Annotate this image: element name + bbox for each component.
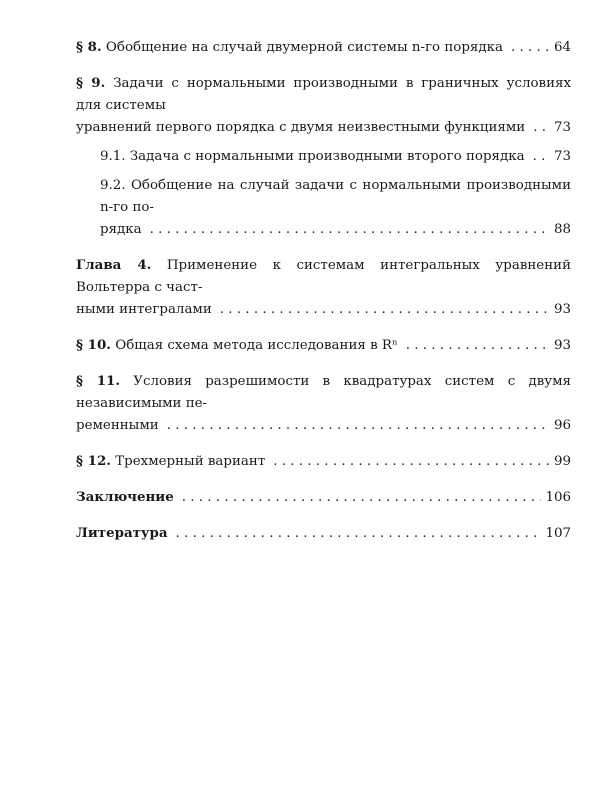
toc-prefix: § 10. [76,337,111,353]
dot-leader [533,146,550,168]
toc-page-number: 106 [545,490,571,505]
toc-entry-section-9[interactable] [76,72,571,139]
toc-title-line-1: Задачи с нормальными производными в граничных условиях для системы [76,76,571,113]
toc-prefix: § 9. [76,75,106,91]
dot-leader [511,37,550,59]
toc-prefix: § 12. [76,453,111,469]
toc-page-number: 99 [553,454,571,469]
toc-page-number: 93 [553,302,571,317]
dot-leader [167,415,550,437]
dot-leader [150,219,550,241]
dot-leader [182,487,542,509]
dot-leader [176,523,542,545]
toc-entry-subsection-9-2[interactable] [76,175,571,241]
toc-page-number: 64 [553,40,571,55]
toc-prefix: 9.2. [100,178,126,193]
toc-title-line-2: уравнений первого порядка с двумя неизвестными функциями [76,120,526,135]
toc-entry-subsection-9-1[interactable] [76,146,571,168]
toc-prefix: Глава 4. [76,257,152,273]
toc-page-number: 73 [553,120,571,135]
toc-entry-section-8[interactable] [76,36,571,59]
toc-entry-section-10[interactable] [76,334,571,357]
dot-leader [406,335,550,357]
table-of-contents [76,36,571,545]
toc-title-line-2: рядка [100,222,142,237]
toc-page-number: 107 [545,526,571,541]
toc-title: Трехмерный вариант [115,454,266,469]
toc-title: Задача с нормальными производными второго порядка [129,149,525,164]
toc-prefix: § 11. [76,373,120,389]
toc-title-line-1: Условия разрешимости в квадратурах систем с двумя независимыми пе- [76,374,572,411]
toc-page-number: 93 [553,338,571,353]
toc-title: Заключение [76,489,174,505]
dot-leader [533,117,550,139]
toc-entry-conclusion[interactable] [76,486,571,509]
toc-entry-section-12[interactable] [76,450,571,473]
toc-prefix: 9.1. [100,149,126,164]
toc-page-number: 96 [553,418,571,433]
toc-title-line-1: Применение к системам интегральных уравнений Вольтерра с част- [76,258,571,295]
toc-title: Обобщение на случай двумерной системы n-го порядка [105,40,503,55]
toc-entry-section-11[interactable] [76,370,571,437]
dot-leader [220,299,550,321]
toc-title-line-2: ременными [76,418,159,433]
toc-title: Литература [76,525,168,541]
toc-entry-references[interactable] [76,522,571,545]
toc-page-number: 88 [553,222,571,237]
dot-leader [273,451,550,473]
toc-title: Общая схема метода исследования в Rⁿ [115,338,398,353]
toc-title-line-1: Обобщение на случай задачи с нормальными производными n-го по- [100,178,571,215]
toc-title-line-2: ными интегралами [76,302,212,317]
toc-entry-chapter-4[interactable] [76,254,571,321]
toc-page-number: 73 [553,149,571,164]
toc-prefix: § 8. [76,39,102,55]
